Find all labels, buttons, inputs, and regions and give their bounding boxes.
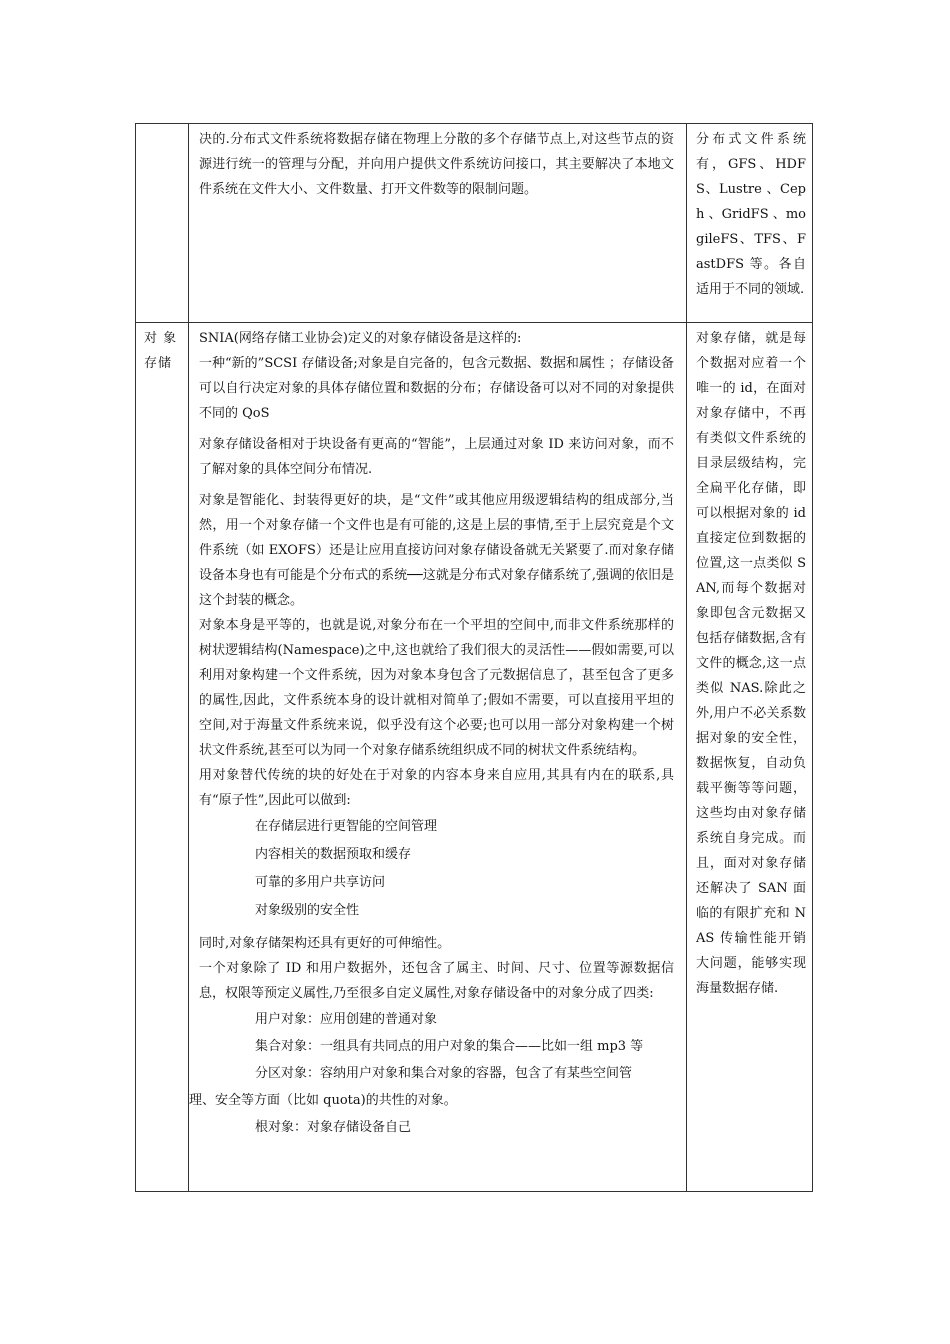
- row-note: 对象存储，就是每个数据对应着一个唯一的 id，在面对对象存储中，不再有类似文件系统的目录层级结构，完全扁平化存储，即可以根据对象的 id 直接定位到数据的位置,这一点类似 SAN,而每个数据对象即包含元数据又包括存储数据,含有文件的概念,这一点类似 NAS.除此之外,用户不必关系数据对象的安全性，数据恢复，自动负载平衡等等问题，这些均由对象存储系统自身完成。而且，面对对象存储还解决了 SAN 面临的有限扩充和 NAS 传输性能开销大问题，能够实现海量数据存储.: [696, 331, 806, 996]
- list-item: 内容相关的数据预取和缓存: [255, 847, 412, 862]
- paragraph: 用对象替代传统的块的好处在于对象的内容本身来自应用,其具有内在的联系,具有“原子性”,因此可以做到:: [199, 768, 674, 808]
- list-item: 对象级别的安全性: [255, 903, 360, 918]
- list-item: 根对象：对象存储设备自己: [255, 1120, 412, 1135]
- paragraph: 对象存储设备相对于块设备有更高的“智能”，上层通过对象 ID 来访问对象，而不了解对象的具体空间分布情况.: [199, 437, 674, 477]
- content-table: [135, 123, 813, 1192]
- row-label: [136, 124, 188, 127]
- row-note-cell: [687, 323, 813, 1192]
- list-item: 可靠的多用户共享访问: [255, 875, 386, 890]
- table-row: [136, 323, 813, 1192]
- row-label-cell: [136, 323, 189, 1192]
- paragraph: 决的.分布式文件系统将数据存储在物理上分散的多个存储节点上,对这些节点的资源进行统一的管理与分配，并向用户提供文件系统访问接口，其主要解决了本地文件系统在文件大小、文件数量、打开文件数等的限制问题。: [199, 132, 674, 197]
- table-row: [136, 124, 813, 323]
- list-item: 在存储层进行更智能的空间管理: [255, 819, 438, 834]
- list-item: 集合对象：一组具有共同点的用户对象的集合——比如一组 mp3 等: [255, 1039, 644, 1054]
- row-content-cell: [189, 323, 687, 1192]
- list-item-continuation: 理、安全等方面（比如 quota)的共性的对象。: [189, 1093, 457, 1108]
- row-label-cell: [136, 124, 189, 323]
- row-note: 分布式文件系统有，GFS、HDFS、Lustre 、Ceph 、GridFS 、mogileFS、TFS、FastDFS 等。各自适用于不同的领域.: [696, 132, 806, 297]
- paragraph: SNIA(网络存储工业协会)定义的对象存储设备是这样的:: [199, 331, 522, 346]
- row-content-cell: [189, 124, 687, 323]
- capability-list: [199, 813, 674, 925]
- object-type-list: [199, 1006, 674, 1087]
- paragraph: 对象是智能化、封装得更好的块，是“文件”或其他应用级逻辑结构的组成部分,当然，用一个对象存储一个文件也是有可能的,这是上层的事情,至于上层究竟是个文件系统（如 EXOFS）还是让应用直接访问对象存储设备就无关紧要了.而对象存储设备本身也有可能是个分布式的系统──这就是分布式对象存储系统了,强调的依旧是这个封装的概念。: [199, 493, 674, 608]
- paragraph: 一种“新的”SCSI 存储设备;对象是自完备的，包含元数据、数据和属性 ；存储设备可以自行决定对象的具体存储位置和数据的分布；存储设备可以对不同的对象提供不同的 QoS: [199, 356, 674, 421]
- row-label: 存储: [144, 356, 173, 371]
- list-item: 分区对象：容纳用户对象和集合对象的容器，包含了有某些空间管: [255, 1066, 633, 1081]
- paragraph: 同时,对象存储架构还具有更好的可伸缩性。: [199, 936, 451, 951]
- row-label: 对 象: [144, 331, 178, 346]
- list-item: 用户对象：应用创建的普通对象: [255, 1012, 438, 1027]
- paragraph: 一个对象除了 ID 和用户数据外，还包含了属主、时间、尺寸、位置等源数据信息，权限等预定义属性,乃至很多自定义属性,对象存储设备中的对象分成了四类:: [199, 961, 674, 1001]
- paragraph: 对象本身是平等的，也就是说,对象分布在一个平坦的空间中,而非文件系统那样的树状逻辑结构(Namespace)之中,这也就给了我们很大的灵活性——假如需要,可以利用对象构建一个文件系统，因为对象本身包含了元数据信息了，甚至包含了更多的属性,因此，文件系统本身的设计就相对简单了;假如不需要，可以直接用平坦的空间,对于海量文件系统来说，似乎没有这个必要;也可以用一部分对象构建一个树状文件系统,甚至可以为同一个对象存储系统组织成不同的树状文件系统结构。: [199, 618, 674, 758]
- row-note-cell: [687, 124, 813, 323]
